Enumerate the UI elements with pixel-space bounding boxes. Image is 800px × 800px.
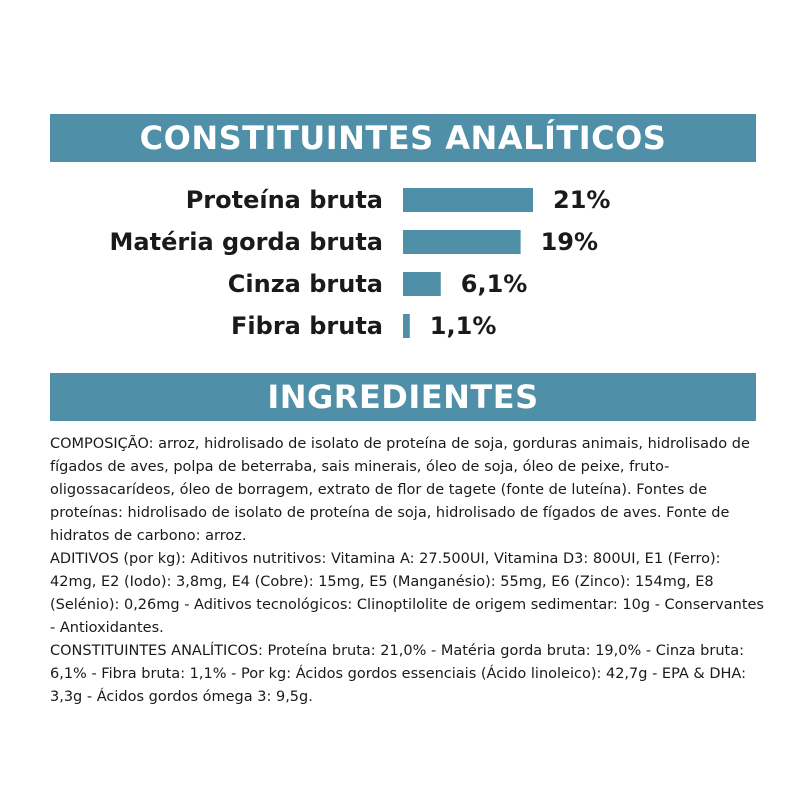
bar-category-label: Fibra bruta — [231, 312, 383, 340]
bar-value-label: 1,1% — [429, 312, 497, 340]
ingredients-section-title: INGREDIENTES — [50, 373, 756, 421]
bar — [403, 230, 521, 254]
composition-paragraph: COMPOSIÇÃO: arroz, hidrolisado de isolato de proteína de soja, gorduras animais, hidrolisado de fígados de aves, polpa de beterraba, sais minerais, óleo de soja, óleo de peixe, fruto-oligossacarídeos, óleo de borragem, extrato de flor de tagete (fonte de luteína). Fontes de proteínas: hidrolisado de isolato de proteína de soja, hidrolisado de fígados de aves. Fonte de hidratos de carbono: arroz. — [50, 436, 750, 544]
additives-paragraph: ADITIVOS (por kg): Aditivos nutritivos: Vitamina A: 27.500UI, Vitamina D3: 800UI, E1 (Ferro): 42mg, E2 (Iodo): 3,8mg, E4 (Cobre): 15mg, E5 (Manganésio): 55mg, E6 (Zinco): 154mg, E8 (Selénio): 0,26mg - Aditivos tecnológicos: Clinoptilolite de origem sedimentar: 10g - Conservantes - Antioxidantes. — [50, 551, 764, 636]
bar — [403, 188, 533, 212]
analytic-constituents-paragraph: CONSTITUINTES ANALÍTICOS: Proteína bruta: 21,0% - Matéria gorda bruta: 19,0% - Cinza bruta: 6,1% - Fibra bruta: 1,1% - Por kg: Ácidos gordos essenciais (Ácido linoleico): 42,7g - EPA & DHA: 3,3g - Ácidos gordos ómega 3: 9,5g. — [50, 643, 746, 705]
analytic-bar-chart — [0, 170, 800, 360]
bar-category-label: Proteína bruta — [185, 186, 383, 214]
bar — [403, 272, 441, 296]
bar-value-label: 19% — [540, 228, 599, 256]
bar-category-label: Cinza bruta — [227, 270, 383, 298]
bar — [403, 314, 410, 338]
ingredients-text-block — [50, 433, 765, 709]
analytic-section-title: CONSTITUINTES ANALÍTICOS — [50, 114, 756, 162]
bar-category-label: Matéria gorda bruta — [109, 228, 383, 256]
bar-value-label: 6,1% — [460, 270, 528, 298]
bar-value-label: 21% — [553, 186, 611, 214]
